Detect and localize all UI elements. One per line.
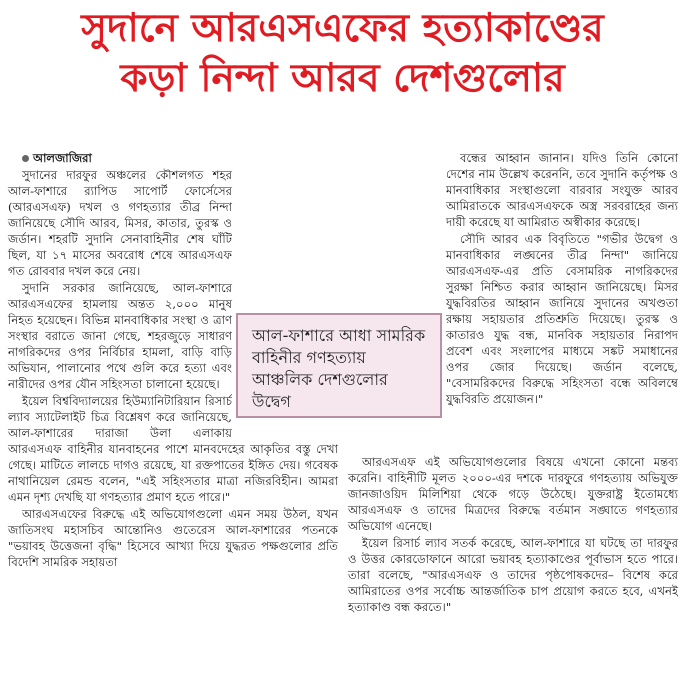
dateline — [8, 150, 338, 166]
paragraph: আরএসএফের বিরুদ্ধে এই অভিযোগগুলো এমন সময় উঠল, যখন জাতিসংঘ মহাসচিব আন্তোনিও গুতেরেস আল-ফাশারের পতনকে "ভয়াবহ উত্তেজনা বৃদ্ধি" হিসেবে আখ্যা দিয়ে যুদ্ধরত পক্ষগুলোর প্রতি বিদেশি সামরিক সহায়তা — [8, 507, 338, 569]
paragraph: সৌদি আরব এক বিবৃতিতে "গভীর উদ্বেগ ও মানবাধিকার লঙ্ঘনের তীব্র নিন্দা" জানিয়ে আরএসএফ-এর প্রতি বেসামরিক নাগরিকদের সুরক্ষা নিশ্চিত করার আহ্বান জানিয়েছে। মিসর যুদ্ধবিরতির আহ্বান জানিয়ে সুদানের অখণ্ডতা রক্ষায় সহায়তার প্রতিশ্রুতি দিয়েছে। তুরস্ক ও কাতারও যুদ্ধ বন্ধ, মানবিক সহায়তার নিরাপদ প্রবেশ এবং সংলাপের মাধ্যমে সঙ্কট সমাধানের ওপর জোর দিয়েছে। জর্ডান বলেছে, "বেসামরিকদের বিরুদ্ধে সহিংসতা বন্ধে অবিলম্বে যুদ্ধবিরতি প্রয়োজন।" — [446, 232, 678, 406]
paragraph: সুদানি সরকার জানিয়েছে, আল-ফাশারে আরএসএফের হামলায় অন্তত ২,০০০ মানুষ নিহত হয়েছেন। বিভিন্ন মানবাধিকার সংস্থা ও ত্রাণ সংস্থার বরাতে জানা গেছে, শহরজুড়ে সাধারণ নাগরিকদের ওপর নির্বিচার হামলা, বাড়ি বাড়ি অভিযান, পালানোর পথে গুলি করে হত্যা এবং নারীদের ওপর যৌন সহিংসতা চালানো হয়েছে। — [8, 281, 232, 391]
paragraph: ইয়েল বিশ্ববিদ্যালয়ের হিউম্যানিটারিয়ান রিসার্চ ল্যাব স্যাটেলাইট চিত্র বিশ্লেষণ করে জানিয়েছে, আল-ফাশারের দারাজা উলা এলাকায় আরএসএফ বাহিনীর যানবাহনের পাশে মানবদেহের আকৃতির বস্তু দেখা গেছে। মাটিতে লালচে দাগও রয়েছে, যা রক্তপাতের ইঙ্গিত দেয়। গবেষক নাথানিয়েল রেমন্ড বলেন, "এই সহিংসতার মাত্রা নজিরবিহীন। আমরা এমন দৃশ্য দেখছি যা গণহত্যার প্রমাণ হতে পারে।" — [8, 394, 338, 504]
headline-line-1: সুদানে আরএসএফের হত্যাকাণ্ডের — [81, 6, 604, 51]
pull-quote: আল-ফাশারে আধা সামরিক বাহিনীর গণহত্যায় আঞ্চলিক দেশগুলোর উদ্বেগ — [236, 313, 442, 418]
paragraph: আরএসএফ এই অভিযোগগুলোর বিষয়ে এখনো কোনো মন্তব্য করেনি। বাহিনীটি মূলত ২০০০-এর দশকে দারফুরে গণহত্যায় অভিযুক্ত জানজাওয়িদ মিলিশিয়া থেকে গড়ে উঠেছে। যুক্তরাষ্ট্র ইতোমধ্যে আরএসএফ ও তাদের মিত্রদের বিরুদ্ধে বর্তমান সঙ্ঘাতে গণহত্যার অভিযোগ এনেছে। — [348, 455, 678, 533]
headline-line-2: কড়া নিন্দা আরব দেশগুলোর — [120, 56, 565, 101]
paragraph: সুদানের দারফুর অঞ্চলের কৌশলগত শহর আল-ফাশারে র‍্যাপিড সাপোর্ট ফোর্সেসের (আরএসএফ) দখল ও গণহত্যার তীব্র নিন্দা জানিয়েছে সৌদি আরব, মিসর, কাতার, তুরস্ক ও জর্ডান। শহরটি সুদানি সেনাবাহিনীর শেষ ঘাঁটি ছিল, যা ১৭ মাসের অবরোধ শেষে আরএসএফ গত রোববার দখল করে নেয়। — [8, 168, 232, 278]
article-column-right-lower — [348, 454, 678, 615]
dateline-text: আলজাজিরা — [33, 151, 92, 165]
bullet-icon — [22, 155, 29, 162]
headline — [0, 4, 685, 104]
paragraph: বন্ধের আহ্বান জানান। যদিও তিনি কোনো দেশের নাম উল্লেখ করেননি, তবে সুদানি কর্তৃপক্ষ ও মানবাধিকার সংস্থাগুলো বারবার সংযুক্ত আরব আমিরাতকে আরএসএফকে অস্ত্র সরবরাহের জন্য দায়ী করেছে যা আমিরাত অস্বীকার করেছে। — [446, 151, 678, 229]
paragraph: ইয়েল রিসার্চ ল্যাব সতর্ক করেছে, আল-ফাশারে যা ঘটছে তা দারফুর ও উত্তর কোরডোফানে আরো ভয়াবহ হত্যাকাণ্ডের পূর্বাভাস হতে পারে। তারা বলেছে, "আরএসএফ ও তাদের পৃষ্ঠপোষকদের– বিশেষ করে আমিরাতের ওপর সর্বোচ্চ আন্তর্জাতিক চাপ প্রয়োগ করতে হবে, এখনই হত্যাকাণ্ড বন্ধ করতে।" — [348, 536, 678, 614]
